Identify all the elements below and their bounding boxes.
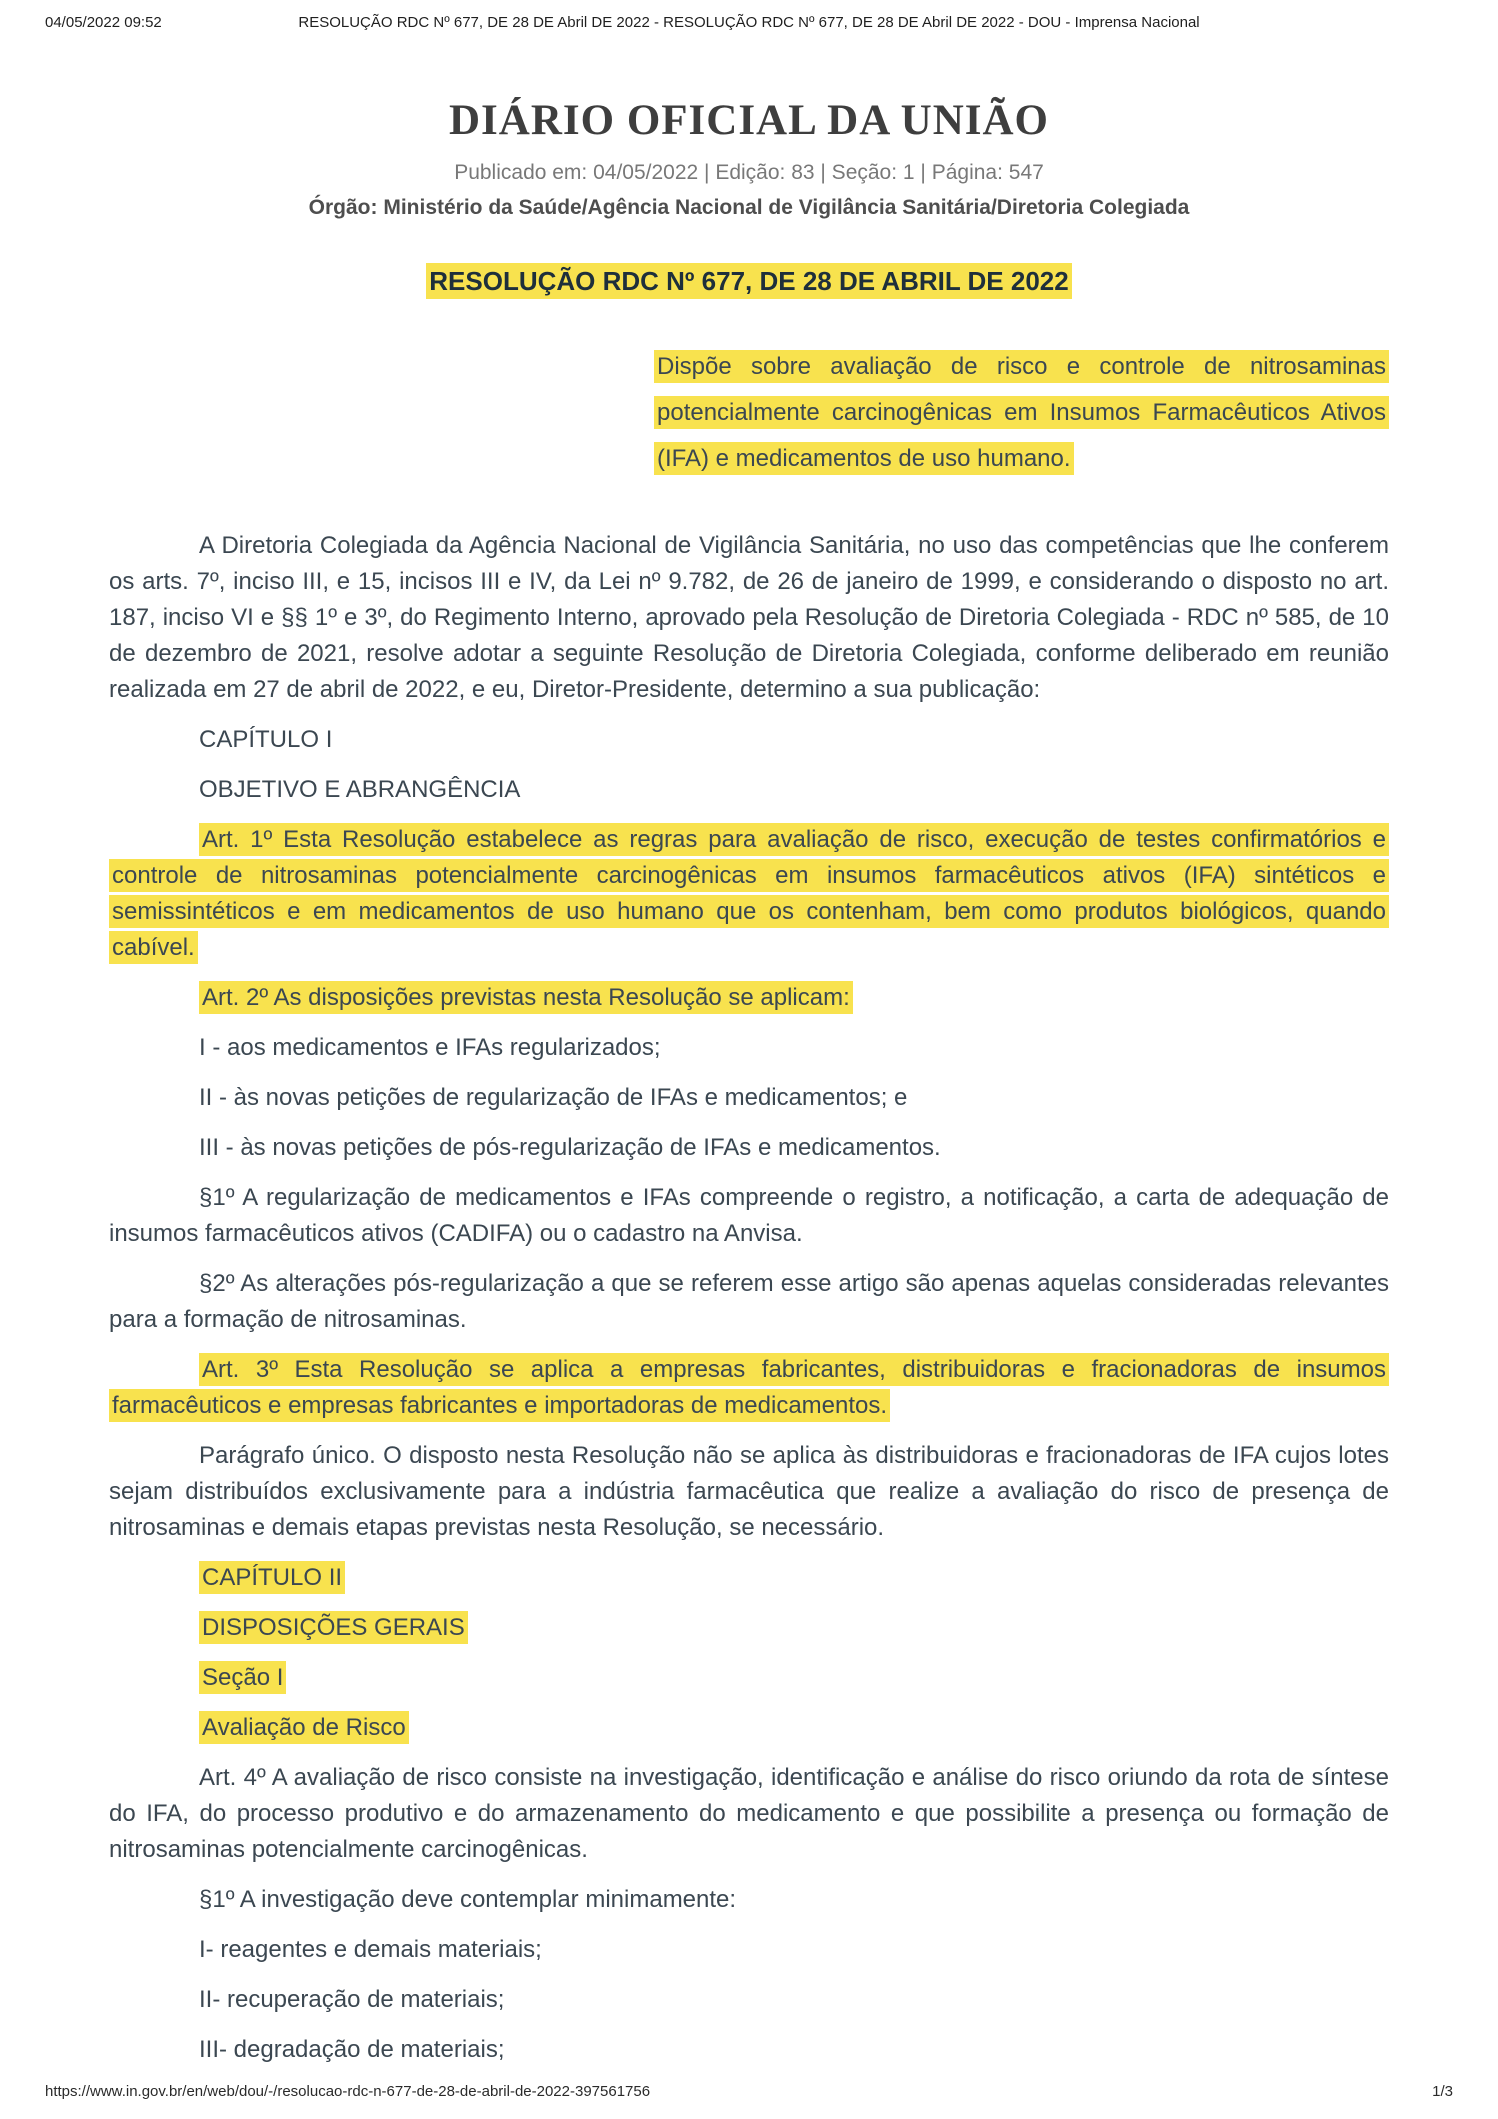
avaliacao-de-risco-highlight: Avaliação de Risco [199,1711,409,1744]
print-datetime: 04/05/2022 09:52 [45,14,162,31]
ementa [654,344,1389,482]
heading-capitulo-1: CAPÍTULO I [199,726,333,753]
art-1-highlight: Art. 1º Esta Resolução estabelece as regras para avaliação de risco, execução de testes confirmatórios e controle de nitrosaminas potencialmente carcinogênicas em insumos farmacêuticos ativos (IFA) sintéticos e semissintéticos e em medicamentos de uso humano que os contenham, bem como produtos biológicos, quando cabível. [109,823,1389,964]
list-item-art4-iii: III- degradação de materiais; [199,2036,505,2063]
list-item-art2-i: I - aos medicamentos e IFAs regularizados; [199,1034,661,1061]
paragraph-art-4: Art. 4º A avaliação de risco consiste na investigação, identificação e análise do risco oriundo da rota de síntese do IFA, do processo produtivo e do armazenamento do medicamento e que possibilite a presença ou formação de nitrosaminas potencialmente carcinogênicas. [109,1764,1389,1863]
list-item-art4-ii: II- recuperação de materiais; [199,1986,505,2013]
paragraph-preamble: A Diretoria Colegiada da Agência Nacional de Vigilância Sanitária, no uso das competências que lhe conferem os arts. 7º, inciso III, e 15, incisos III e IV, da Lei nº 9.782, de 26 de janeiro de 1999, e considerando o disposto no art. 187, inciso VI e §§ 1º e 3º, do Regimento Interno, aprovado pela Resolução de Diretoria Colegiada - RDC nº 585, de 10 de dezembro de 2021, resolve adotar a seguinte Resolução de Diretoria Colegiada, conforme deliberado em reunião realizada em 27 de abril de 2022, e eu, Diretor-Presidente, determino a sua publicação: [109,532,1389,703]
document-content [109,262,1389,2068]
doc-body [109,528,1389,2068]
publication-info: Publicado em: 04/05/2022 | Edição: 83 | Seção: 1 | Página: 547 [454,161,1044,184]
doc-title [426,263,1071,299]
list-item-art2-iii: III - às novas petições de pós-regularização de IFAs e medicamentos. [199,1134,941,1161]
paragraph-art2-par1: §1º A regularização de medicamentos e IFAs compreende o registro, a notificação, a carta de adequação de insumos farmacêuticos ativos (CADIFA) ou o cadastro na Anvisa. [109,1184,1389,1247]
page-indicator: 1/3 [1432,2083,1453,2100]
list-item-art2-ii: II - às novas petições de regularização de IFAs e medicamentos; e [199,1084,908,1111]
ementa-wrap [109,344,1389,482]
heading-avaliacao-de-risco [109,1710,1389,1746]
heading-disposicoes-gerais [109,1610,1389,1646]
paragraph-art-2 [109,980,1389,1016]
organ-line: Órgão: Ministério da Saúde/Agência Nacional de Vigilância Sanitária/Diretoria Colegiada [308,196,1190,219]
gazette-title: DIÁRIO OFICIAL DA UNIÃO [449,97,1049,144]
paragraph-art4-par1: §1º A investigação deve contemplar minimamente: [199,1886,737,1913]
secao-1-highlight: Seção I [199,1661,286,1694]
heading-secao-1 [109,1660,1389,1696]
heading-objetivo-abrangencia: OBJETIVO E ABRANGÊNCIA [199,776,521,803]
doc-title-highlight: RESOLUÇÃO RDC Nº 677, DE 28 DE ABRIL DE 2022 [426,263,1071,299]
paragraph-art2-par2: §2º As alterações pós-regularização a que se referem esse artigo são apenas aquelas consideradas relevantes para a formação de nitrosaminas. [109,1270,1389,1333]
print-footer [0,2083,1498,2103]
paragraph-art-1 [109,822,1389,966]
print-page-title: RESOLUÇÃO RDC Nº 677, DE 28 DE Abril DE 2022 - RESOLUÇÃO RDC Nº 677, DE 28 DE Abril DE 2022 - DOU - Imprensa Nacional [298,14,1200,31]
paragraph-art3-paragrafo-unico: Parágrafo único. O disposto nesta Resolução não se aplica às distribuidoras e fracionadoras de IFA cujos lotes sejam distribuídos exclusivamente para a indústria farmacêutica que realize a avaliação do risco de presença de nitrosaminas e demais etapas previstas nesta Resolução, se necessário. [109,1442,1389,1541]
ementa-highlight: Dispõe sobre avaliação de risco e controle de nitrosaminas potencialmente carcinogênicas em Insumos Farmacêuticos Ativos (IFA) e medicamentos de uso humano. [654,350,1389,475]
art-2-highlight: Art. 2º As disposições previstas nesta Resolução se aplicam: [199,981,853,1014]
art-3-highlight: Art. 3º Esta Resolução se aplica a empresas fabricantes, distribuidoras e fracionadoras de insumos farmacêuticos e empresas fabricantes e importadoras de medicamentos. [109,1353,1389,1422]
source-url: https://www.in.gov.br/en/web/dou/-/resolucao-rdc-n-677-de-28-de-abril-de-2022-397561756 [45,2083,651,2100]
print-header [0,14,1498,36]
paragraph-art-3 [109,1352,1389,1424]
heading-capitulo-2 [109,1560,1389,1596]
disposicoes-gerais-highlight: DISPOSIÇÕES GERAIS [199,1611,468,1644]
capitulo-2-highlight: CAPÍTULO II [199,1561,345,1594]
doc-title-wrap [109,262,1389,300]
list-item-art4-i: I- reagentes e demais materiais; [199,1936,542,1963]
